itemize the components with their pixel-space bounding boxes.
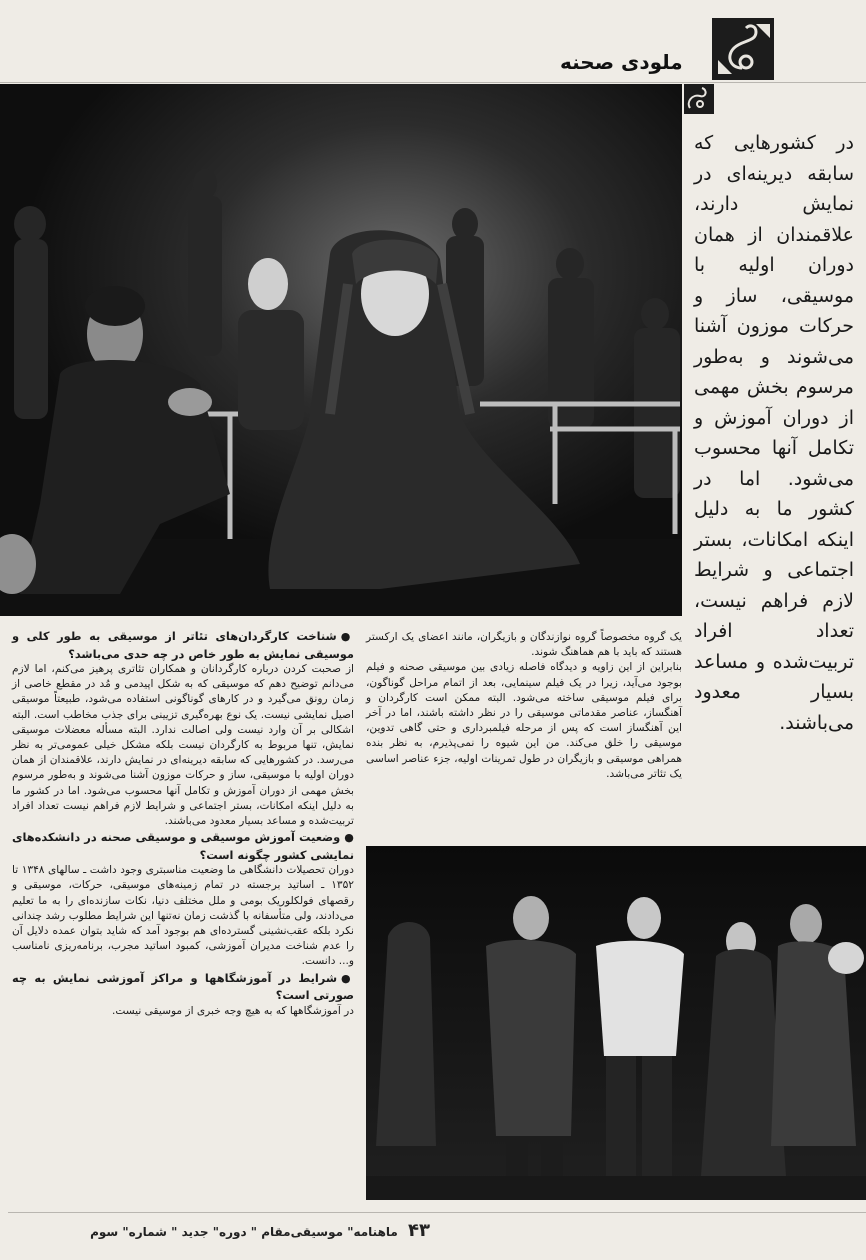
bullet-icon: ● (340, 630, 354, 643)
melody-logo-icon (712, 18, 774, 80)
page-number: ۴۳ (408, 1220, 430, 1241)
header-divider (0, 82, 866, 83)
melody-small-icon (684, 84, 714, 114)
interview-question (12, 829, 354, 863)
page-footer (30, 1218, 430, 1244)
bullet-icon: ● (344, 831, 354, 845)
article-column-interview (12, 628, 354, 1198)
curtain-call-photo (366, 846, 866, 1200)
pull-quote: در کشورهایی که سابقه دیرینه‌ای در نمایش دارند، علاقمندان از همان دوران اولیه با موسیقی، ساز و حرکات موزون آشنا می‌شوند و به‌طور مرسوم بخش مهمی از دوران آموزش و تکامل آنها محسوب می‌شود. اما در کشور ما به دلیل اینکه امکانات، بستر اجتماعی و شرایط لازم فراهم نیست، تعداد افراد تربیت‌شده و مساعد بسیار معدود می‌باشند. (694, 132, 854, 734)
interview-answer: دوران تحصیلات دانشگاهی ما وضعیت مناسبتری وجود داشت ـ سالهای ۱۳۴۸ تا ۱۳۵۲ ـ اساتید برجسته در تمام زمینه‌های موسیقی، حرکات، موسیقی و رقصهای فولکلوریک بومی و ملل مختلف دنیا، نکات سازنده‌ای را به ما تعلیم می‌دادند، ولی متأسفانه با گذشت زمان نه‌تنها این شرایط مطلوب رشد چندانی نکرد بلکه عقب‌نشینی گسترده‌ای هم بوجود آمد که شاید بتوان عمده دلایل آن را عدم شناخت مدیران آموزشی، کمبود اساتید مجرب، برنامه‌ریزی نامناسب و... دانست. (12, 864, 355, 968)
interview-question (12, 628, 354, 662)
stage-performance-photo (0, 84, 682, 616)
footer-publication-info: ماهنامه" موسیقی‌مقام " دوره" جدید " شماره" سوم (90, 1225, 398, 1239)
paragraph: یک گروه مخصوصاً گروه نوازندگان و بازیگران، مانند اعضای یک ارکستر هستند که باید با هم هماهنگ شوند. (366, 631, 682, 659)
question-text: شناخت کارگردان‌های تئاتر از موسیقی به طور کلی و موسیقی نمایش به طور خاص در چه حدی می‌باشد؟ (12, 629, 354, 661)
interview-answer: از صحبت کردن درباره کارگردانان و همکاران تئاتری پرهیز می‌کنم، اما لازم می‌دانم توضیح دهم که موسیقی که به شکل اپیدمی و مُد در مقطع خاصی از زمان رونق می‌گیرد و در کارهای گوناگونی استفاده می‌شود، طبیعتاً موسیقی اصیل نمایشی نیست. یک نوع بهره‌گیری تزیینی برای جذب مخاطب است. البته اشکالی بر آن وارد نیست ولی اصالت ندارد. البته مسأله معضلات موسیقی نمایش، تنها مربوط به کارگردان نیست بلکه مشکل خیلی عمومی‌تر به نظر می‌رسد. در کشورهایی که سابقه دیرینه‌ای در نمایش دارند، علاقمندان از همان دوران اولیه با موسیقی، ساز و حرکات موزون آشنا می‌شوند و به‌طور مرسوم بخش مهمی از دوران آموزش و تکامل آنها محسوب می‌شود. اما در کشور ما به دلیل اینکه امکانات، بستر اجتماعی و شرایط لازم فراهم نیست تعداد افراد تربیت‌شده و مساعد بسیار معدود می‌باشند. (12, 663, 354, 828)
question-text: شرایط در آموزشگاهها و مراکز آموزشی نمایش به چه صورتی است؟ (12, 970, 354, 1003)
interview-question (12, 970, 354, 1004)
interview-answer: در آموزشگاهها که به هیچ وجه خبری از موسیقی نیست. (111, 1004, 354, 1017)
bullet-icon: ● (341, 971, 354, 985)
paragraph: بنابراین از این زاویه و دیدگاه فاصله زیادی بین موسیقی صحنه و فیلم بوجود می‌آید، زیرا در یک فیلم سینمایی، بعد از اتمام مراحل گوناگون، برای فیلم موسیقی ساخته می‌شود. البته ممکن است کارگردان و آهنگساز، عناصر مقدماتی موسیقی را در نظر داشته باشند، اما در آخر این آهنگساز است که پس از مرحله فیلمبرداری و حتی گاهی تدوین، موسیقی را خلق می‌کند. من این شیوه را نمی‌پذیرم، به نظر بنده همراهی موسیقی و بازیگران در طول تمرینات اولیه، جزء عناصر اساسی یک تئاتر می‌باشد. (366, 661, 682, 780)
question-text: وضعیت آموزش موسیقی و موسیقی صحنه در دانشکده‌های نمایشی کشور چگونه است؟ (12, 830, 354, 862)
footer-divider (8, 1212, 866, 1213)
section-title: ملودی صحنه (560, 50, 683, 74)
article-column-middle (366, 630, 682, 840)
